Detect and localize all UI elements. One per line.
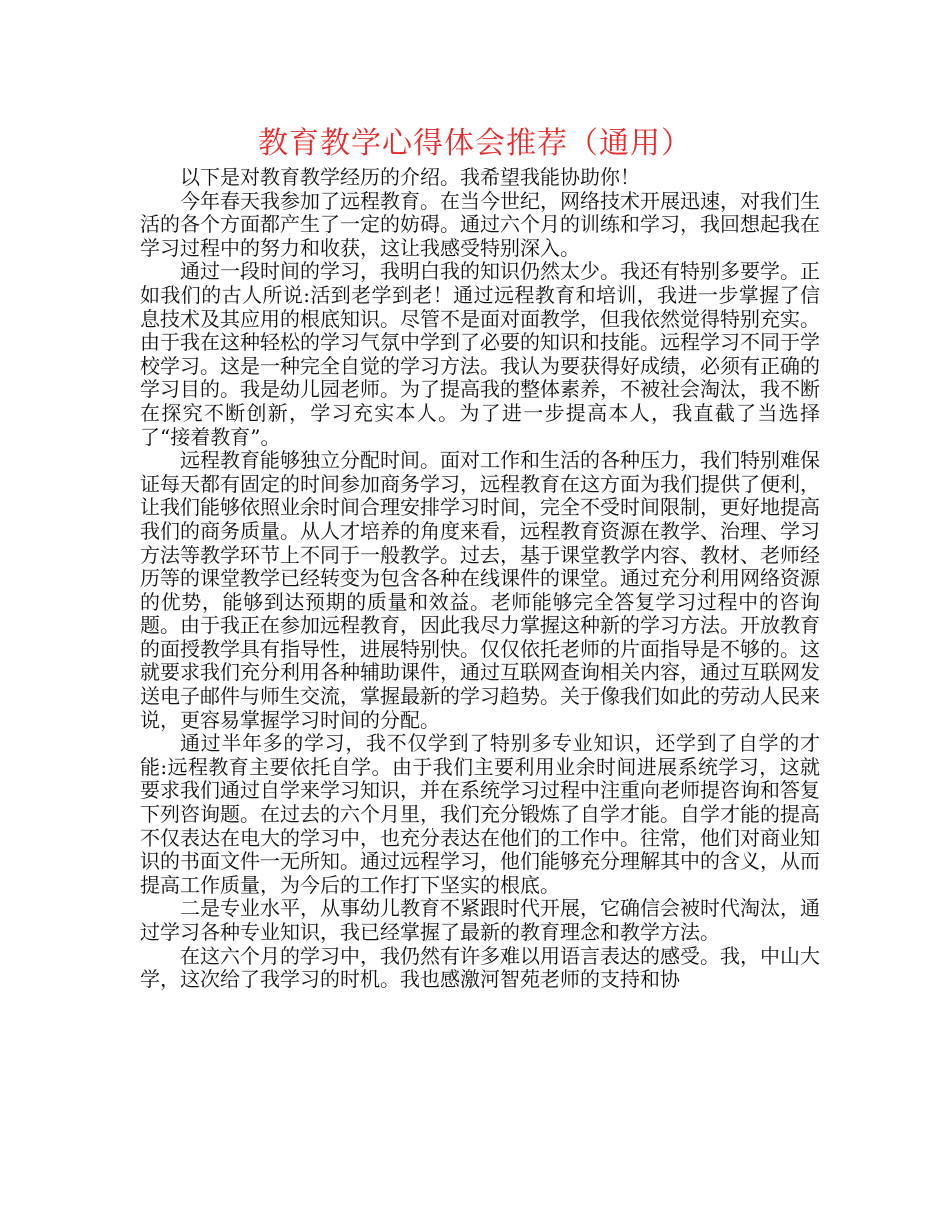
paragraph-5: 二是专业水平，从事幼儿教育不紧跟时代开展，它确信会被时代淘汰，通过学习各种专业知识，我已经掌握了最新的教育理念和教学方法。 bbox=[140, 896, 820, 944]
document-body bbox=[140, 166, 820, 992]
paragraph-1: 今年春天我参加了远程教育。在当今世纪，网络技术开展迅速，对我们生活的各个方面都产生了一定的妨碍。通过六个月的训练和学习，我回想起我在学习过程中的努力和收获，这让我感受特别深入。 bbox=[140, 188, 820, 260]
document-title: 教育教学心得体会推荐（通用） bbox=[258, 126, 692, 161]
paragraph-3: 远程教育能够独立分配时间。面对工作和生活的各种压力，我们特别难保证每天都有固定的时间参加商务学习，远程教育在这方面为我们提供了便利，让我们能够依照业余时间合理安排学习时间，完全不受时间限制，更好地提高我们的商务质量。从人才培养的角度来看，远程教育资源在教学、治理、学习方法等教学环节上不同于一般教学。过去，基于课堂教学内容、教材、老师经历等的课堂教学已经转变为包含各种在线课件的课堂。通过充分利用网络资源的优势，能够到达预期的质量和效益。老师能够完全答复学习过程中的咨询题。由于我正在参加远程教育，因此我尽力掌握这种新的学习方法。开放教育的面授教学具有指导性，进展特别快。仅仅依托老师的片面指导是不够的。这就要求我们充分利用各种辅助课件，通过互联网查询相关内容，通过互联网发送电子邮件与师生交流，掌握最新的学习趋势。关于像我们如此的劳动人民来说，更容易掌握学习时间的分配。 bbox=[140, 448, 820, 732]
paragraph-2: 通过一段时间的学习，我明白我的知识仍然太少。我还有特别多要学。正如我们的古人所说:活到老学到老！通过远程教育和培训，我进一步掌握了信息技术及其应用的根底知识。尽管不是面对面教学，但我依然觉得特别充实。由于我在这种轻松的学习气氛中学到了必要的知识和技能。远程学习不同于学校学习。这是一种完全自觉的学习方法。我认为要获得好成绩，必须有正确的学习目的。我是幼儿园老师。为了提高我的整体素养，不被社会淘汰，我不断在探究不断创新，学习充实本人。为了进一步提高本人，我直截了当选择了“接着教育”。 bbox=[140, 259, 820, 449]
paragraph-4: 通过半年多的学习，我不仅学到了特别多专业知识，还学到了自学的才能:远程教育主要依托自学。由于我们主要利用业余时间进展系统学习，这就要求我们通过自学来学习知识，并在系统学习过程中注重向老师提咨询和答复下列咨询题。在过去的六个月里，我们充分锻炼了自学才能。自学才能的提高不仅表达在电大的学习中，也充分表达在他们的工作中。往常，他们对商业知识的书面文件一无所知。通过远程学习，他们能够充分理解其中的含义，从而提高工作质量，为今后的工作打下坚实的根底。 bbox=[140, 731, 820, 897]
paragraph-intro: 以下是对教育教学经历的介绍。我希望我能协助你！ bbox=[180, 165, 640, 189]
paragraph-6: 在这六个月的学习中，我仍然有许多难以用语言表达的感受。我，中山大学，这次给了我学习的时机。我也感激河智苑老师的支持和协 bbox=[140, 943, 820, 992]
